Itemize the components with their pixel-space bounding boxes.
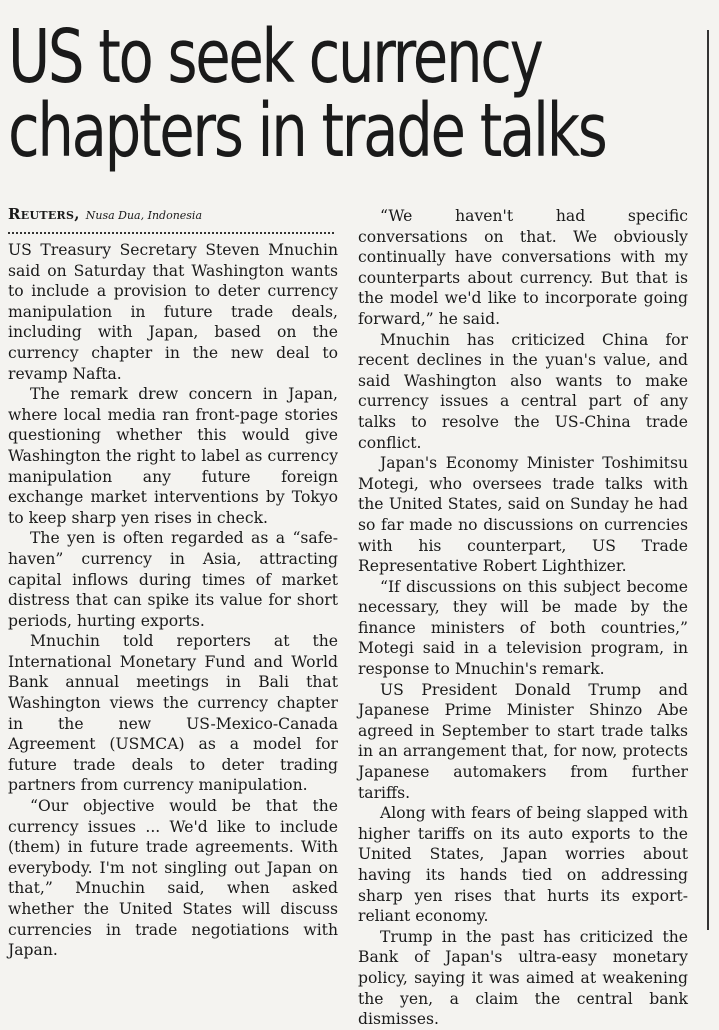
column-rule xyxy=(707,30,709,930)
headline-line-1: US to seek currency xyxy=(8,14,542,100)
byline-agency: Reuters, xyxy=(8,205,80,223)
paragraph: The yen is often regarded as a “safe-haven” currency in Asia, attracting capital inflows during times of market distress that can spike its value for short periods, hurting exports. xyxy=(8,529,338,630)
byline xyxy=(8,206,338,224)
paragraph: The remark drew concern in Japan, where local media ran front-page stories questioning whether this would give Washington the right to label as currency manipulation any future foreign exchange market interventions by Tokyo to keep sharp yen rises in check. xyxy=(8,385,338,527)
article-column-right xyxy=(358,206,688,1030)
paragraph: Trump in the past has criticized the Bank of Japan's ultra-easy monetary policy, saying it was aimed at weakening the yen, a claim the central bank dismisses. xyxy=(358,927,688,1029)
paragraph: “If discussions on this subject become necessary, they will be made by the finance ministers of both countries,” Motegi said in a television program, in response to Mnuchin's remark. xyxy=(358,577,688,679)
paragraph: Japan's Economy Minister Toshimitsu Motegi, who oversees trade talks with the United States, said on Sunday he had so far made no discussions on currencies with his counterpart, US Trade Representative Robert Lighthizer. xyxy=(358,454,688,576)
article-column-left xyxy=(8,206,338,961)
byline-location: Nusa Dua, Indonesia xyxy=(85,209,203,222)
dotted-divider xyxy=(8,228,334,234)
headline-line-2: chapters in trade talks xyxy=(8,88,606,174)
paragraph: Mnuchin has criticized China for recent declines in the yuan's value, and said Washington also wants to make currency issues a central part of any talks to resolve the US-China trade conflict. xyxy=(358,330,688,452)
paragraph: “We haven't had specific conversations on that. We obviously continually have conversations with my counterparts about currency. But that is the model we'd like to incorporate going forward,” he said. xyxy=(358,207,688,328)
paragraph: Mnuchin told reporters at the International Monetary Fund and World Bank annual meetings in Bali that Washington views the currency chapter in the new US-Mexico-Canada Agreement (USMCA) as a model for future trade deals to deter trading partners from currency manipulation. xyxy=(8,632,338,795)
paragraph: Along with fears of being slapped with higher tariffs on its auto exports to the United States, Japan worries about having its hands tied on addressing sharp yen rises that hurts its export-reliant economy. xyxy=(358,804,688,926)
paragraph: US Treasury Secretary Steven Mnuchin said on Saturday that Washington wants to include a provision to deter currency manipulation in future trade deals, including with Japan, based on the currency chapter in the new deal to revamp Nafta. xyxy=(8,241,338,383)
paragraph: US President Donald Trump and Japanese Prime Minister Shinzo Abe agreed in September to start trade talks in an arrangement that, for now, protects Japanese automakers from further tariffs. xyxy=(358,680,688,802)
headline xyxy=(8,14,606,174)
paragraph: “Our objective would be that the currency issues ... We'd like to include (them) in future trade agreements. With everybody. I'm not singling out Japan on that,” Mnuchin said, when asked whether the United States will discuss currencies in trade negotiations with Japan. xyxy=(8,797,338,960)
